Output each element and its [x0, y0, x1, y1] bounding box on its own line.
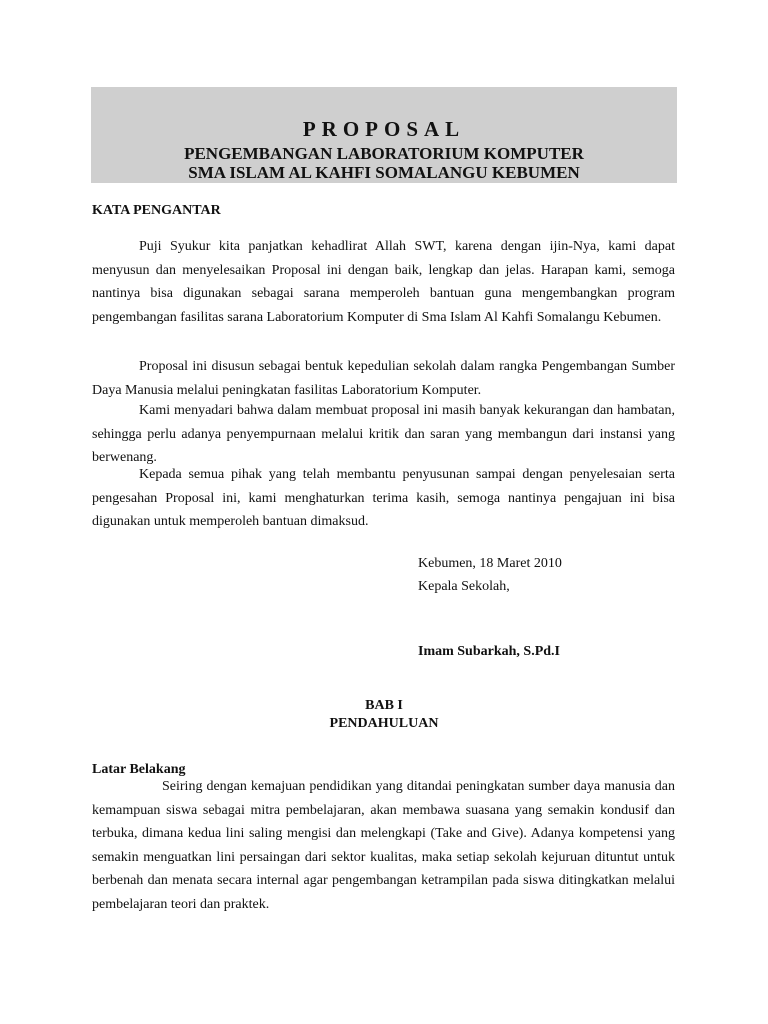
- document-subtitle-line2: SMA ISLAM AL KAHFI SOMALANGU KEBUMEN: [188, 163, 580, 182]
- latar-belakang-paragraph: Seiring dengan kemajuan pendidikan yang ditandai peningkatan sumber daya manusia dan kemampuan siswa sebagai mitra pembelajaran, akan membawa suasana yang semakin kondusif dan terbuka, dimana kedua lini saling mengisi dan melengkapi (Take and Give). Adanya kompetensi yang semakin menguatkan lini persaingan dari sektor kualitas, maka setiap sekolah kejuruan dituntut untuk berbenah dan menata secara internal agar pengembangan ketrampilan pada siswa ditingkatkan melalui pembelajaran teori dan praktek.: [92, 779, 675, 912]
- chapter-number: BAB I: [365, 698, 403, 713]
- foreword-paragraph-3: Kami menyadari bahwa dalam membuat proposal ini masih banyak kekurangan dan hambatan, sehingga perlu adanya penyempurnaan melalui kritik dan saran yang membangun dari instansi yang berwenang.: [92, 403, 675, 465]
- chapter-title: PENDAHULUAN: [329, 716, 439, 731]
- document-subtitle-line1: PENGEMBANGAN LABORATORIUM KOMPUTER: [184, 144, 584, 163]
- signature-name: Imam Subarkah, S.Pd.I: [418, 644, 560, 659]
- signature-place-date: Kebumen, 18 Maret 2010: [418, 556, 562, 571]
- foreword-paragraph-1: Puji Syukur kita panjatkan kehadlirat Allah SWT, karena dengan ijin-Nya, kami dapat menyusun dan menyelesaikan Proposal ini dengan baik, lengkap dan jelas. Harapan kami, semoga nantinya bisa digunakan sebagai sarana memperoleh bantuan guna mengembangkan program pengembangan fasilitas sarana Laboratorium Komputer di Sma Islam Al Kahfi Somalangu Kebumen.: [92, 239, 675, 325]
- latar-belakang-heading: Latar Belakang: [92, 762, 186, 777]
- kata-pengantar-heading: KATA PENGANTAR: [92, 203, 221, 218]
- foreword-paragraph-2: Proposal ini disusun sebagai bentuk kepedulian sekolah dalam rangka Pengembangan Sumber Daya Manusia melalui peningkatan fasilitas Laboratorium Komputer.: [92, 359, 675, 398]
- foreword-paragraph-4: Kepada semua pihak yang telah membantu penyusunan sampai dengan penyelesaian serta pengesahan Proposal ini, kami menghaturkan terima kasih, semoga nantinya pengajuan ini bisa digunakan untuk memperoleh bantuan dimaksud.: [92, 467, 675, 529]
- document-title: PROPOSAL: [302, 117, 466, 141]
- title-banner: [91, 87, 677, 183]
- signature-position: Kepala Sekolah,: [418, 579, 510, 594]
